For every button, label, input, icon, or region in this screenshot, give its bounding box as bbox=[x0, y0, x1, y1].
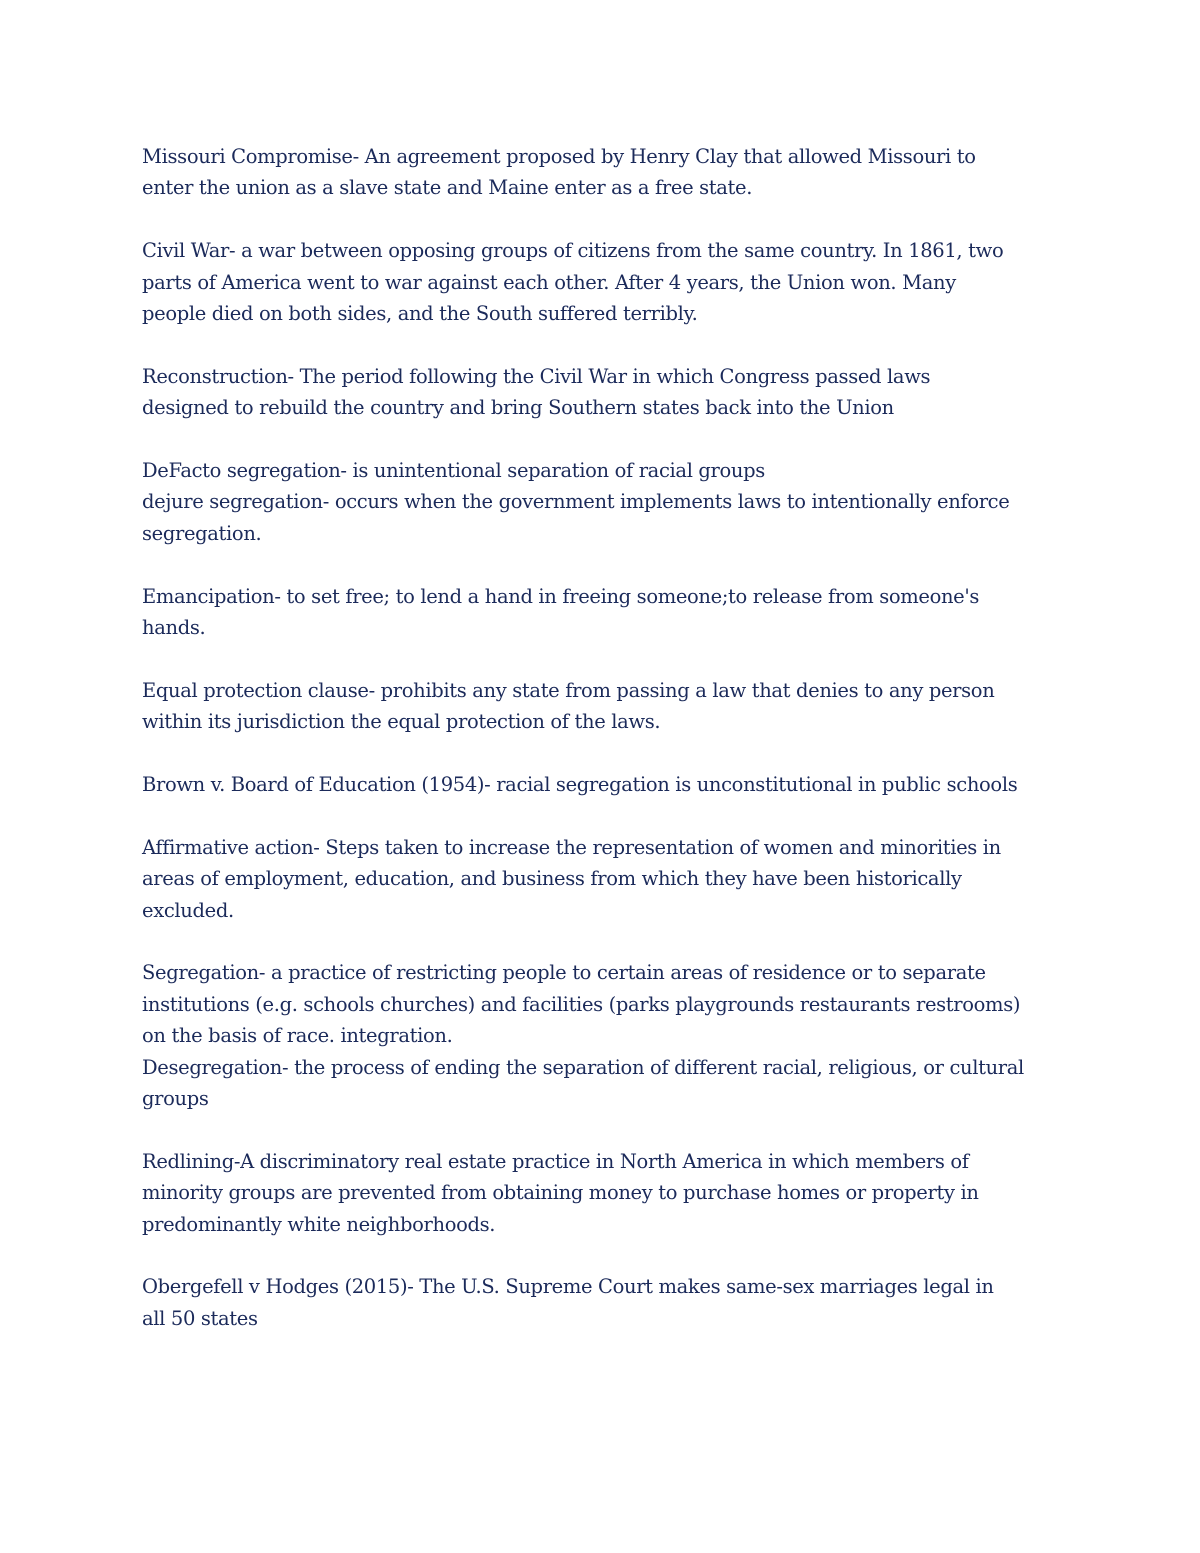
text-line: hands. bbox=[142, 616, 206, 640]
text-line: Equal protection clause- prohibits any state from passing a law that denies to any person bbox=[142, 678, 995, 702]
text-line: DeFacto segregation- is unintentional separation of racial groups bbox=[142, 459, 765, 483]
text-line: excluded. bbox=[142, 898, 234, 922]
text-line: on the basis of race. integration. bbox=[142, 1024, 453, 1048]
paragraph-civil-war bbox=[142, 235, 1072, 329]
paragraph-reconstruction bbox=[142, 361, 1072, 424]
text-line: designed to rebuild the country and bring Southern states back into the Union bbox=[142, 396, 894, 420]
text-line: Emancipation- to set free; to lend a hand in freeing someone;to release from someone's bbox=[142, 584, 980, 608]
text-line: Missouri Compromise- An agreement proposed by Henry Clay that allowed Missouri to bbox=[142, 145, 976, 168]
paragraph-segregation bbox=[142, 957, 1072, 1114]
text-line: within its jurisdiction the equal protection of the laws. bbox=[142, 710, 661, 734]
text-line: Obergefell v Hodges (2015)- The U.S. Supreme Court makes same-sex marriages legal in bbox=[142, 1275, 994, 1299]
paragraph-segregation-types bbox=[142, 455, 1072, 549]
document-page bbox=[142, 141, 1072, 1366]
paragraph-brown-v-board bbox=[142, 769, 1072, 800]
text-line: Affirmative action- Steps taken to increase the representation of women and minorities in bbox=[142, 835, 1001, 859]
text-line: areas of employment, education, and business from which they have been historically bbox=[142, 867, 962, 891]
paragraph-redlining bbox=[142, 1146, 1072, 1240]
text-line: all 50 states bbox=[142, 1306, 258, 1330]
text-line: Brown v. Board of Education (1954)- racial segregation is unconstitutional in public schools bbox=[142, 773, 1018, 797]
paragraph-missouri-compromise bbox=[142, 141, 1072, 204]
text-line: segregation. bbox=[142, 521, 262, 545]
text-line: people died on both sides, and the South suffered terribly. bbox=[142, 302, 698, 326]
text-line: enter the union as a slave state and Maine enter as a free state. bbox=[142, 176, 753, 200]
text-line: minority groups are prevented from obtaining money to purchase homes or property in bbox=[142, 1181, 979, 1205]
text-line: predominantly white neighborhoods. bbox=[142, 1212, 496, 1236]
text-line: Civil War- a war between opposing groups of citizens from the same country. In 1861, two bbox=[142, 239, 1004, 263]
paragraph-equal-protection bbox=[142, 675, 1072, 738]
paragraph-emancipation bbox=[142, 581, 1072, 644]
text-line: institutions (e.g. schools churches) and facilities (parks playgrounds restaurants restrooms) bbox=[142, 992, 1021, 1016]
text-line: Redlining-A discriminatory real estate practice in North America in which members of bbox=[142, 1149, 969, 1173]
text-line: Segregation- a practice of restricting people to certain areas of residence or to separate bbox=[142, 961, 986, 985]
text-line: Reconstruction- The period following the Civil War in which Congress passed laws bbox=[142, 364, 931, 388]
text-line: dejure segregation- occurs when the government implements laws to intentionally enforce bbox=[142, 490, 1010, 514]
text-line: groups bbox=[142, 1087, 209, 1111]
text-line: parts of America went to war against each other. After 4 years, the Union won. Many bbox=[142, 270, 956, 294]
paragraph-affirmative-action bbox=[142, 832, 1072, 926]
text-line: Desegregation- the process of ending the separation of different racial, religious, or cultural bbox=[142, 1055, 1024, 1079]
paragraph-obergefell bbox=[142, 1271, 1072, 1334]
